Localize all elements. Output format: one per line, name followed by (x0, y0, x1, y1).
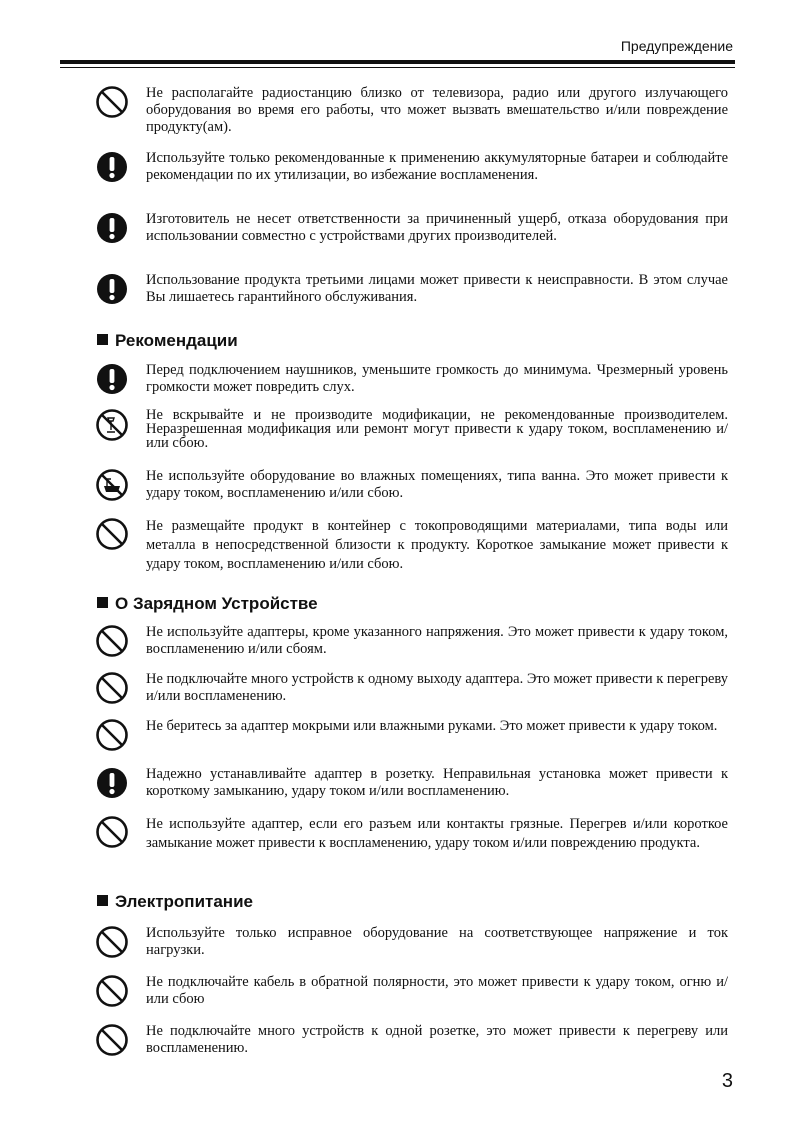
recommendation-text: Не размещайте продукт в контейнер с токопроводящими материалами, типа воды или металла в непосредственной близости к продукту. Короткое замыкание может привести к удару током, воспламенению и/или сбою. (146, 518, 728, 572)
power-text: Используйте только исправное оборудование на соответствующее напряжение и ток нагрузки. (146, 925, 728, 958)
page-header-title: Предупреждение (620, 38, 733, 54)
prohibition-icon (95, 85, 129, 119)
prohibition-icon (95, 815, 129, 849)
charger-text: Надежно устанавливайте адаптер в розетку. Неправильная установка может привести к короткому замыканию, удару током и/или воспламенению. (146, 766, 728, 799)
warning-text: Изготовитель не несет ответственности за причиненный ущерб, отказа оборудования при использовании совместно с устройствами других производителей. (146, 211, 728, 244)
section-title: Электропитание (115, 892, 253, 911)
section-title: Рекомендации (115, 331, 238, 350)
no-bathroom-icon (95, 468, 129, 502)
power-text: Не подключайте много устройств к одной розетке, это может привести к перегреву или воспламенению. (146, 1023, 728, 1056)
power-text: Не подключайте кабель в обратной полярности, это может привести к удару током, огню и/или сбою (146, 974, 728, 1007)
exclamation-icon (95, 150, 129, 184)
charger-text: Не беритесь за адаптер мокрыми или влажными руками. Это может привести к удару током. (146, 718, 718, 734)
prohibition-icon (95, 974, 129, 1008)
recommendation-text: Не вскрывайте и не производите модификации, не рекомендованные производителем. Неразрешенная модификация или ремонт могут привести к удару током, воспламенению и/или сбою. (146, 407, 728, 451)
section-heading-power (97, 892, 253, 912)
charger-text: Не используйте адаптер, если его разъем или контакты грязные. Перегрев и/или короткое замыкание может привести к воспламенению, удару током и/или повреждению продукта. (146, 816, 728, 851)
charger-text: Не используйте адаптеры, кроме указанного напряжения. Это может привести к удару током, воспламенению и/или сбоям. (146, 624, 728, 657)
warning-text: Используйте только рекомендованные к применению аккумуляторные батареи и соблюдайте рекомендации по их утилизации, во избежание воспламенения. (146, 150, 728, 183)
recommendation-text: Не используйте оборудование во влажных помещениях, типа ванна. Это может привести к удару током, воспламенению и/или сбою. (146, 468, 728, 501)
prohibition-icon (95, 718, 129, 752)
section-heading-recommendations (97, 331, 238, 351)
warning-text: Не располагайте радиостанцию близко от телевизора, радио или другого излучающего оборудования во время его работы, что может вызвать вмешательство и/или повреждение продукту(ам). (146, 85, 728, 135)
prohibition-icon (95, 1023, 129, 1057)
exclamation-icon (95, 211, 129, 245)
exclamation-icon (95, 362, 129, 396)
prohibition-icon (95, 517, 129, 551)
prohibition-icon (95, 624, 129, 658)
header-rule-thick (60, 60, 735, 64)
no-disassembly-icon (95, 408, 129, 442)
prohibition-icon (95, 671, 129, 705)
prohibition-icon (95, 925, 129, 959)
page-number: 3 (721, 1070, 733, 1092)
section-title: О Зарядном Устройстве (115, 594, 318, 613)
warning-text: Использование продукта третьими лицами может привести к неисправности. В этом случае Вы лишаетесь гарантийного обслуживания. (146, 272, 728, 305)
exclamation-icon (95, 766, 129, 800)
header-rule-thin (60, 67, 735, 68)
exclamation-icon (95, 272, 129, 306)
charger-text: Не подключайте много устройств к одному выходу адаптера. Это может привести к перегреву и/или воспламенению. (146, 671, 729, 704)
recommendation-text: Перед подключением наушников, уменьшите громкость до минимума. Чрезмерный уровень громкости может повредить слух. (146, 362, 728, 395)
section-heading-charger (97, 594, 318, 614)
